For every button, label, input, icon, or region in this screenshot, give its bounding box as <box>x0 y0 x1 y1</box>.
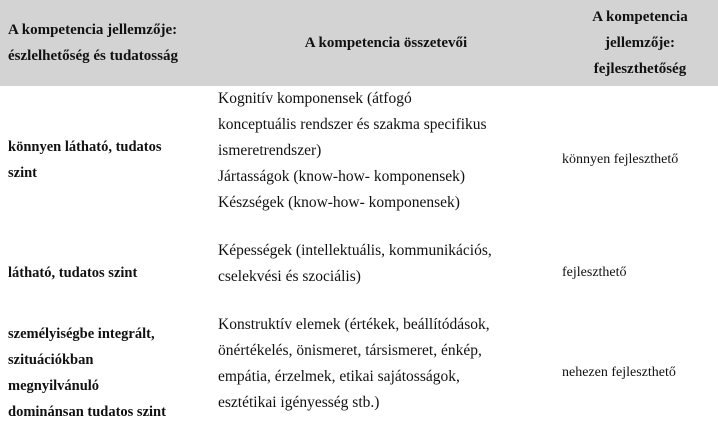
component-line: cselekvési és szociális) <box>218 268 361 285</box>
component-line: Jártasságok (know-how- komponensek) <box>218 168 466 185</box>
header-perceptibility-line: észlelhetőség és tudatosság <box>8 48 178 64</box>
component-line: ismeretrendszer) <box>218 142 322 159</box>
level-line: látható, tudatos szint <box>8 265 138 281</box>
header-components-label: A kompetencia összetevői <box>304 35 468 51</box>
header-components <box>218 0 554 86</box>
level-cell <box>8 238 208 308</box>
developability-cell <box>562 312 718 434</box>
components-cell <box>218 238 558 290</box>
level-line: szint <box>8 165 37 181</box>
developability-cell <box>562 86 718 234</box>
component-line: Kognitív komponensek (átfogó <box>218 90 412 107</box>
table-header <box>0 0 718 86</box>
component-line: Készségek (know-how- komponensek) <box>218 194 460 211</box>
level-cell <box>8 312 208 434</box>
header-perceptibility-line: A kompetencia jellemzője: <box>8 22 178 38</box>
header-developability-line: jellemzője: <box>605 35 675 51</box>
table-row <box>0 86 718 234</box>
table-row <box>0 238 718 308</box>
developability-label: könnyen fejleszthető <box>562 152 679 167</box>
level-line: megnyilvánuló <box>8 378 100 394</box>
level-line: dominánsan tudatos szint <box>8 404 166 420</box>
developability-label: nehezen fejleszthető <box>562 365 676 380</box>
component-line: esztétikai igényesség stb.) <box>218 394 380 411</box>
component-line: önértékelés, önismeret, társismeret, énkép, <box>218 342 482 359</box>
component-line: Képességek (intellektuális, kommunikációs, <box>218 242 492 259</box>
components-cell <box>218 312 558 416</box>
component-line: empátia, érzelmek, etikai sajátosságok, <box>218 368 460 385</box>
header-perceptibility <box>8 0 208 86</box>
component-line: konceptuális rendszer és szakma specifikus <box>218 116 487 133</box>
developability-cell <box>562 238 718 308</box>
level-line: könnyen látható, tudatos <box>8 139 162 155</box>
level-cell <box>8 86 208 234</box>
component-line: Konstruktív elemek (értékek, beállítódások, <box>218 316 490 333</box>
level-line: személyiségbe integrált, <box>8 326 155 342</box>
level-line: szituációkban <box>8 352 94 368</box>
table-row <box>0 312 718 434</box>
header-developability-line: A kompetencia <box>592 9 688 25</box>
developability-label: fejleszthető <box>562 265 627 280</box>
header-developability-line: fejleszthetőség <box>593 61 687 77</box>
header-developability <box>562 0 718 86</box>
components-cell <box>218 86 558 216</box>
